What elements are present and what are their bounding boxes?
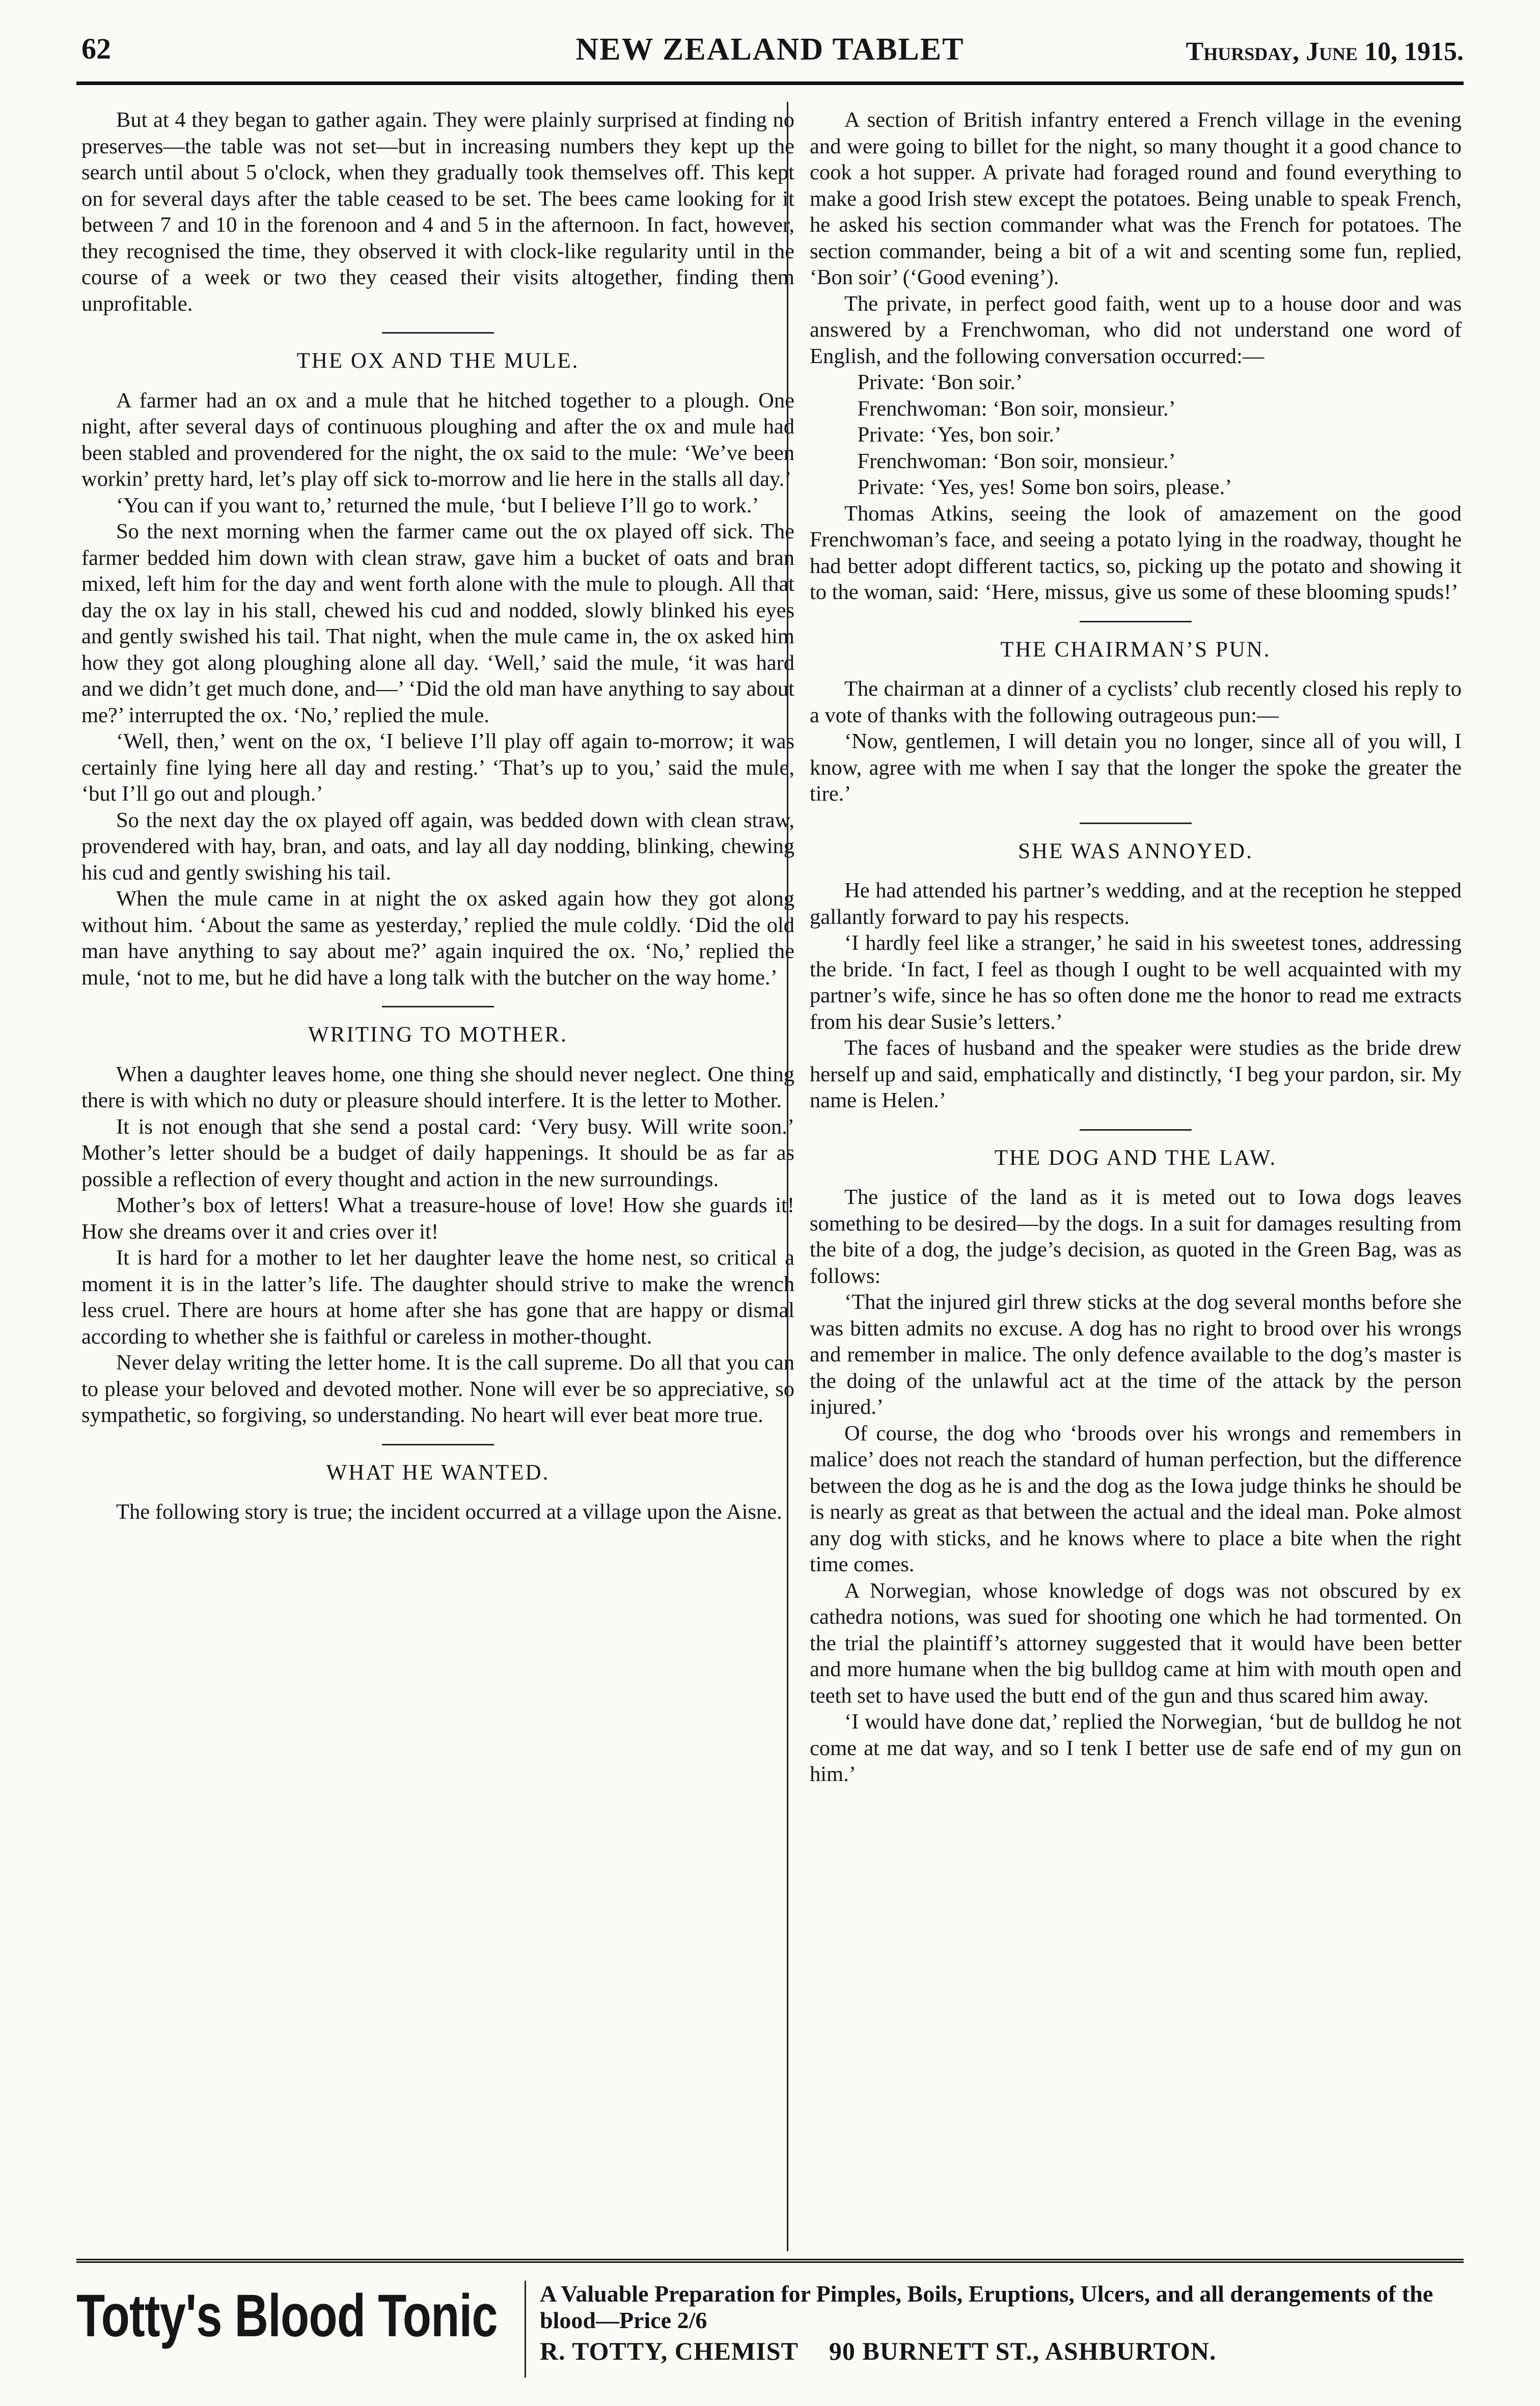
masthead-rule bbox=[76, 81, 1464, 85]
ad-brand-name: Totty's Blood Tonic bbox=[76, 2282, 498, 2349]
footer-rule bbox=[76, 2259, 1464, 2263]
article-paragraph: The following story is true; the incident occurred at a village upon the Aisne. bbox=[116, 1500, 782, 1524]
dialogue-line: Private: ‘Bon soir.’ bbox=[857, 370, 1023, 394]
heading-she-was-annoyed: SHE WAS ANNOYED. bbox=[810, 823, 1462, 865]
article-paragraph: ‘I hardly feel like a stranger,’ he said in his sweetest tones, addressing the bride. ‘In fact, I feel as though I ought to be well acquainted with my partner’s wife, since he has so often done me the honor to read me extracts from his dear Susie’s letters.’ bbox=[810, 931, 1462, 1034]
article-paragraph: ‘That the injured girl threw sticks at the dog several months before she was bitten admits no excuse. A dog has no right to brood over his wrongs and remember in malice. The only defence available to the dog’s master is the doing of the unlawful act at the time of the attack by the person injured.’ bbox=[810, 1290, 1462, 1419]
article-paragraph: So the next morning when the farmer came out the ox played off sick. The farmer bedded him down with clean straw, gave him a bucket of oats and bran mixed, left him for the day and went forth alone with the mule to plough. All that day the ox lay in his stall, chewed his cud and nodded, slowly blinked his eyes and gently swished his tail. That night, when the mule came in, the ox asked him how they got along ploughing alone all day. ‘Well,’ said the mule, ‘it was hard and we didn’t get much done, and—’ ‘Did the old man have anything to say about me?’ interrupted the ox. ‘No,’ replied the mule. bbox=[81, 520, 794, 727]
article-paragraph: Thomas Atkins, seeing the look of amazement on the good Frenchwoman’s face, and seeing a potato lying in the roadway, thought he had better adopt different tactics, so, picking up the potato and showing it to the woman, said: ‘Here, missus, give us some of these blooming spuds!’ bbox=[810, 501, 1462, 604]
article-paragraph: So the next day the ox played off again, was bedded down with clean straw, provendered with hay, bran, and oats, and lay all day nodding, blinking, chewing his cud and gently swishing his tail. bbox=[81, 808, 794, 885]
publication-title: NEW ZEALAND TABLET bbox=[575, 32, 965, 67]
column-divider bbox=[787, 102, 788, 2251]
article-paragraph: Mother’s box of letters! What a treasure-house of love! How she guards it! How she dreams over it and cries over it! bbox=[81, 1193, 794, 1244]
right-column bbox=[810, 107, 1462, 2251]
page-number: 62 bbox=[81, 32, 111, 65]
advertisement bbox=[76, 2272, 1464, 2389]
article-paragraph: When the mule came in at night the ox asked again how they got along without him. ‘About the same as yesterday,’ replied the mule coldly. ‘Did the old man have anything to say about me?’ again inquired the ox. ‘No,’ replied the mule, ‘not to me, but he did have a long talk with the butcher on the way home.’ bbox=[81, 887, 794, 990]
article-paragraph: The justice of the land as it is meted out to Iowa dogs leaves something to be desired—by the dogs. In a suit for damages resulting from the bite of a dog, the judge’s decision, as quoted in the Green Bag, was as follows: bbox=[810, 1185, 1462, 1288]
article-paragraph: It is not enough that she send a postal card: ‘Very busy. Will write soon.’ Mother’s letter should be a budget of daily happenings. It should be as far as possible a reflection of every thought and action in the new surroundings. bbox=[81, 1114, 794, 1191]
article-paragraph: When a daughter leaves home, one thing she should never neglect. One thing there is with which no duty or pleasure should interfere. It is the letter to Mother. bbox=[81, 1062, 794, 1112]
dialogue-line: Private: ‘Yes, bon soir.’ bbox=[857, 423, 1062, 447]
ad-address: 90 BURNETT ST., ASHBURTON. bbox=[829, 2337, 1217, 2365]
dialogue-line: Frenchwoman: ‘Bon soir, monsieur.’ bbox=[857, 449, 1176, 473]
heading-ox-and-mule: THE OX AND THE MULE. bbox=[81, 332, 794, 374]
masthead bbox=[76, 32, 1464, 77]
article-paragraph: ‘I would have done dat,’ replied the Norwegian, ‘but de bulldog he not come at me dat way, and so I tenk I better use de safe end of my gun on him.’ bbox=[810, 1710, 1462, 1786]
heading-what-he-wanted: WHAT HE WANTED. bbox=[81, 1444, 794, 1486]
article-paragraph: It is hard for a mother to let her daughter leave the home nest, so critical a moment it is in the latter’s life. The daughter should strive to make the wrench less cruel. There are hours at home after she has gone that are happy or dismal according to whether she is faithful or careless in mother-thought. bbox=[81, 1246, 794, 1349]
article-paragraph: ‘Well, then,’ went on the ox, ‘I believe I’ll play off again to-morrow; it was certainly fine lying here all day and resting.’ ‘That’s up to you,’ said the mule, ‘but I’ll go out and plough.’ bbox=[81, 729, 794, 806]
bees-story-end: But at 4 they began to gather again. They were plainly surprised at finding no preserves—the table was not set—but in increasing numbers they kept up the search until about 5 o'clock, when they gradually took themselves off. This kept on for several days after the table ceased to be set. The bees came looking for it between 7 and 10 in the forenoon and 4 and 5 in the afternoon. In fact, however, they recognised the time, they observed it with clock-like regularity until in the course of a week or two they ceased their visits altogether, finding them unprofitable. bbox=[81, 108, 794, 316]
article-paragraph: He had attended his partner’s wedding, and at the reception he stepped gallantly forward to pay his respects. bbox=[810, 879, 1462, 929]
article-paragraph: The chairman at a dinner of a cyclists’ club recently closed his reply to a vote of thanks with the following outrageous pun:— bbox=[810, 677, 1462, 727]
article-paragraph: Never delay writing the letter home. It is the call supreme. Do all that you can to please your beloved and devoted mother. None will ever be so appreciative, so sympathetic, so forgiving, so understanding. No heart will ever beat more true. bbox=[81, 1351, 794, 1427]
ad-address-line bbox=[540, 2338, 1464, 2364]
ad-description: A Valuable Preparation for Pimples, Boils, Eruptions, Ulcers, and all derangements of the blood—Price 2/6 bbox=[540, 2281, 1434, 2333]
article-paragraph: A farmer had an ox and a mule that he hitched together to a plough. One night, after several days of continuous ploughing and after the ox and mule had been stabled and provendered for the night, the ox said to the mule: ‘We’ve been workin’ pretty hard, let’s play off sick to-morrow and lie here in the stalls all day.’ bbox=[81, 388, 794, 491]
article-paragraph: The private, in perfect good faith, went up to a house door and was answered by a Frenchwoman, who did not understand one word of English, and the following conversation occurred:— bbox=[810, 291, 1462, 368]
heading-chairmans-pun: THE CHAIRMAN’S PUN. bbox=[810, 621, 1462, 663]
article-paragraph: The faces of husband and the speaker were studies as the bride drew herself up and said, emphatically and distinctly, ‘I beg your pardon, sir. My name is Helen.’ bbox=[810, 1036, 1462, 1112]
article-paragraph: A section of British infantry entered a French village in the evening and were going to billet for the night, so many thought it a good chance to cook a hot supper. A private had foraged round and found everything to make a good Irish stew except the potatoes. Being unable to speak French, he asked his section commander what was the French for potatoes. The section commander, being a bit of a wit and scenting some fun, replied, ‘Bon soir’ (‘Good evening’). bbox=[810, 108, 1462, 289]
dialogue-line: Frenchwoman: ‘Bon soir, monsieur.’ bbox=[857, 396, 1176, 421]
article-paragraph: Of course, the dog who ‘broods over his wrongs and remembers in malice’ does not reach the standard of human perfection, but the difference between the dog as he is and the dog as the Iowa judge thinks he should be is nearly as great as that between the actual and the ideal man. Poke almost any dog with sticks, and he knows where to place a bite when the right time comes. bbox=[810, 1421, 1462, 1576]
left-column bbox=[81, 107, 794, 2251]
article-paragraph: ‘Now, gentlemen, I will detain you no longer, since all of you will, I know, agree with me when I say that the longer the spoke the greater the tire.’ bbox=[810, 729, 1462, 806]
heading-dog-and-law: THE DOG AND THE LAW. bbox=[810, 1129, 1462, 1171]
dialogue-line: Private: ‘Yes, yes! Some bon soirs, please.’ bbox=[857, 475, 1232, 499]
issue-date: Thursday, June 10, 1915. bbox=[1186, 37, 1464, 66]
heading-writing-to-mother: WRITING TO MOTHER. bbox=[81, 1006, 794, 1048]
ad-copy bbox=[540, 2281, 1464, 2364]
ad-divider bbox=[525, 2281, 526, 2377]
article-paragraph: A Norwegian, whose knowledge of dogs was not obscured by ex cathedra notions, was sued for shooting one which he had tormented. On the trial the plaintiff’s attorney suggested that it would have been better and more humane when the big bulldog came at him with mouth open and teeth set to have used the butt end of the gun and thus scared him away. bbox=[810, 1578, 1462, 1708]
article-paragraph: ‘You can if you want to,’ returned the mule, ‘but I believe I’ll go to work.’ bbox=[116, 493, 759, 517]
ad-seller: R. TOTTY, CHEMIST bbox=[540, 2337, 799, 2365]
